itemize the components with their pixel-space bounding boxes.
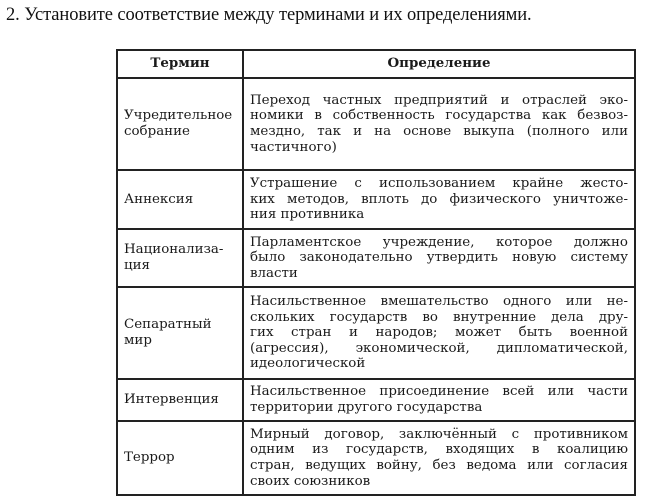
- definition-line: Переход частных предприятий и отраслей эко-: [250, 92, 628, 108]
- definition-line: гих стран и народов; может быть военной: [250, 325, 628, 341]
- task-title: 2. Установите соответствие между терминами и их определениями.: [6, 5, 532, 25]
- definition-line: идеологической: [250, 356, 366, 372]
- table-row: [117, 170, 635, 229]
- definition-line: Насильственное присоединение всей или части: [250, 384, 628, 400]
- term-cell: [117, 170, 243, 229]
- term-line: Учредительное: [124, 108, 233, 124]
- table-row: [117, 421, 635, 495]
- term-cell: [117, 379, 243, 421]
- definition-line: власти: [250, 265, 298, 281]
- term-cell: [117, 287, 243, 379]
- definition-cell: [243, 78, 635, 170]
- definition-cell: [243, 379, 635, 421]
- term-line: мир: [124, 333, 152, 348]
- definition-column-header: Определение: [243, 50, 635, 78]
- table-row: [117, 287, 635, 379]
- definition-cell: [243, 287, 635, 379]
- definition-line: ния противника: [250, 207, 365, 223]
- term-cell: [117, 78, 243, 170]
- definition-line: Мирный договор, заключённый с противником: [250, 426, 628, 442]
- definition-line: номики в собственность государства как безвоз-: [250, 108, 628, 124]
- definition-cell: [243, 229, 635, 287]
- table-row: [117, 78, 635, 170]
- term-line: Национализа-: [124, 242, 224, 258]
- term-line: Интервенция: [124, 392, 219, 408]
- table-header-row: [117, 50, 635, 78]
- definition-line: Насильственное вмешательство одного или не-: [250, 294, 628, 310]
- table-row: [117, 229, 635, 287]
- definition-cell: [243, 170, 635, 229]
- definition-line: одним из государств, входящих в коалицию: [250, 442, 628, 458]
- table-row: [117, 379, 635, 421]
- term-line: ция: [124, 258, 150, 273]
- definition-line: мездно, так и на основе выкупа (полного или: [250, 124, 628, 139]
- definition-line: ких методов, вплоть до физического уничтоже-: [250, 191, 628, 207]
- definition-line: (агрессия), экономической, дипломатической,: [250, 340, 628, 356]
- term-line: Террор: [124, 450, 175, 466]
- definition-line: Парламентское учреждение, которое должно: [250, 234, 628, 250]
- term-cell: [117, 229, 243, 287]
- definition-line: Устрашение с использованием крайне жесто-: [250, 176, 628, 192]
- definition-line: скольких государств во внутренние дела дру-: [250, 309, 628, 325]
- definition-line: было законодательно утвердить новую систему: [250, 250, 628, 266]
- term-line: собрание: [124, 124, 190, 139]
- definition-line: своих союзников: [250, 473, 371, 489]
- definition-cell: [243, 421, 635, 495]
- definition-line: стран, ведущих войну, без ведома или согласия: [250, 458, 628, 473]
- term-cell: [117, 421, 243, 495]
- terms-definitions-table: [116, 49, 636, 496]
- definition-line: территории другого государства: [250, 400, 483, 415]
- term-line: Аннексия: [124, 191, 194, 207]
- term-line: Сепаратный: [124, 317, 212, 333]
- definition-line: частичного): [250, 139, 337, 155]
- term-column-header: Термин: [117, 50, 243, 78]
